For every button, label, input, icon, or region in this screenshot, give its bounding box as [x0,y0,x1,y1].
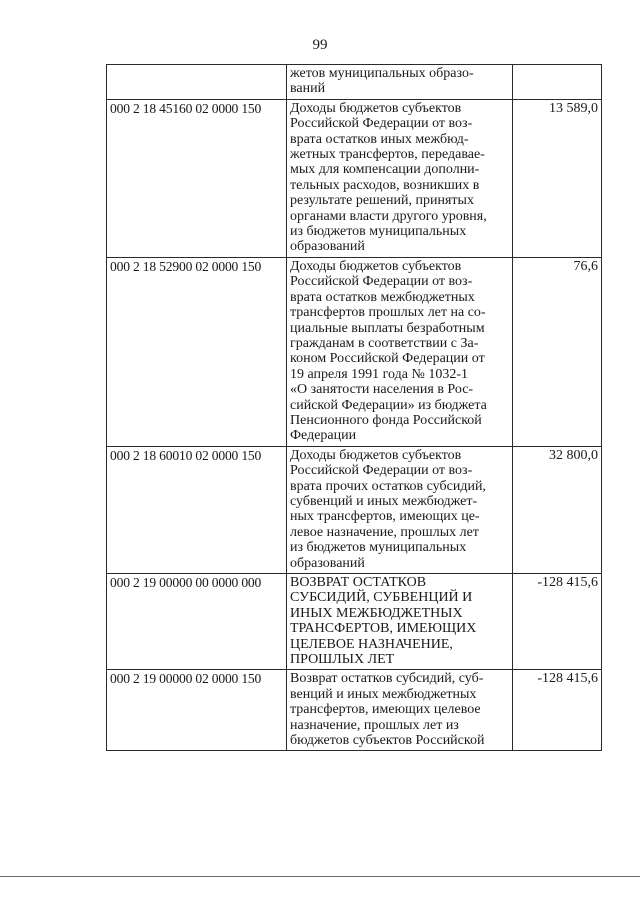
revenue-description: Доходы бюджетов субъектов Российской Федерации от воз- врата остатков межбюджетных трансфертов прошлых лет на со- циальные выплаты безработным гражданам в соответствии с За- коном Российской Федерации от 19 апреля 1991 года № 1032-1 «О занятости населения в Рос- сийской Федерации» из бюджета Пенсионного фонда Российской Федерации [287,257,513,446]
page-bottom-divider [0,876,640,877]
amount: -128 415,6 [513,574,602,670]
amount: 32 800,0 [513,446,602,573]
page-number: 99 [312,37,328,53]
budget-code: 000 2 19 00000 02 0000 150 [107,670,287,751]
budget-code [107,65,287,100]
table-row [107,99,602,257]
budget-code: 000 2 19 00000 00 0000 000 [107,574,287,670]
budget-code: 000 2 18 45160 02 0000 150 [107,99,287,257]
table-row [107,257,602,446]
amount: 13 589,0 [513,99,602,257]
revenue-description: жетов муниципальных образо- ваний [287,65,513,100]
revenue-description: Доходы бюджетов субъектов Российской Федерации от воз- врата прочих остатков субсидий, субвенций и иных межбюджет- ных трансфертов, имеющих це- левое назначение, прошлых лет из бюджетов муниципальных образований [287,446,513,573]
amount: 76,6 [513,257,602,446]
table-row [107,670,602,751]
amount [513,65,602,100]
revenue-description: Доходы бюджетов субъектов Российской Федерации от воз- врата остатков иных межбюд- жетных трансфертов, передавае- мых для компенсации дополни- тельных расходов, возникших в результате решений, принятых органами власти другого уровня, из бюджетов муниципальных образований [287,99,513,257]
revenue-description: Возврат остатков субсидий, суб- венций и иных межбюджетных трансфертов, имеющих целевое назначение, прошлых лет из бюджетов субъектов Российской [287,670,513,751]
budget-code: 000 2 18 52900 02 0000 150 [107,257,287,446]
budget-code: 000 2 18 60010 02 0000 150 [107,446,287,573]
table-row [107,574,602,670]
amount: -128 415,6 [513,670,602,751]
budget-revenue-table [106,64,602,751]
table-row [107,446,602,573]
table-row [107,65,602,100]
revenue-description: ВОЗВРАТ ОСТАТКОВ СУБСИДИЙ, СУБВЕНЦИЙ И ИНЫХ МЕЖБЮДЖЕТНЫХ ТРАНСФЕРТОВ, ИМЕЮЩИХ ЦЕЛЕВОЕ НАЗНАЧЕНИЕ, ПРОШЛЫХ ЛЕТ [287,574,513,670]
